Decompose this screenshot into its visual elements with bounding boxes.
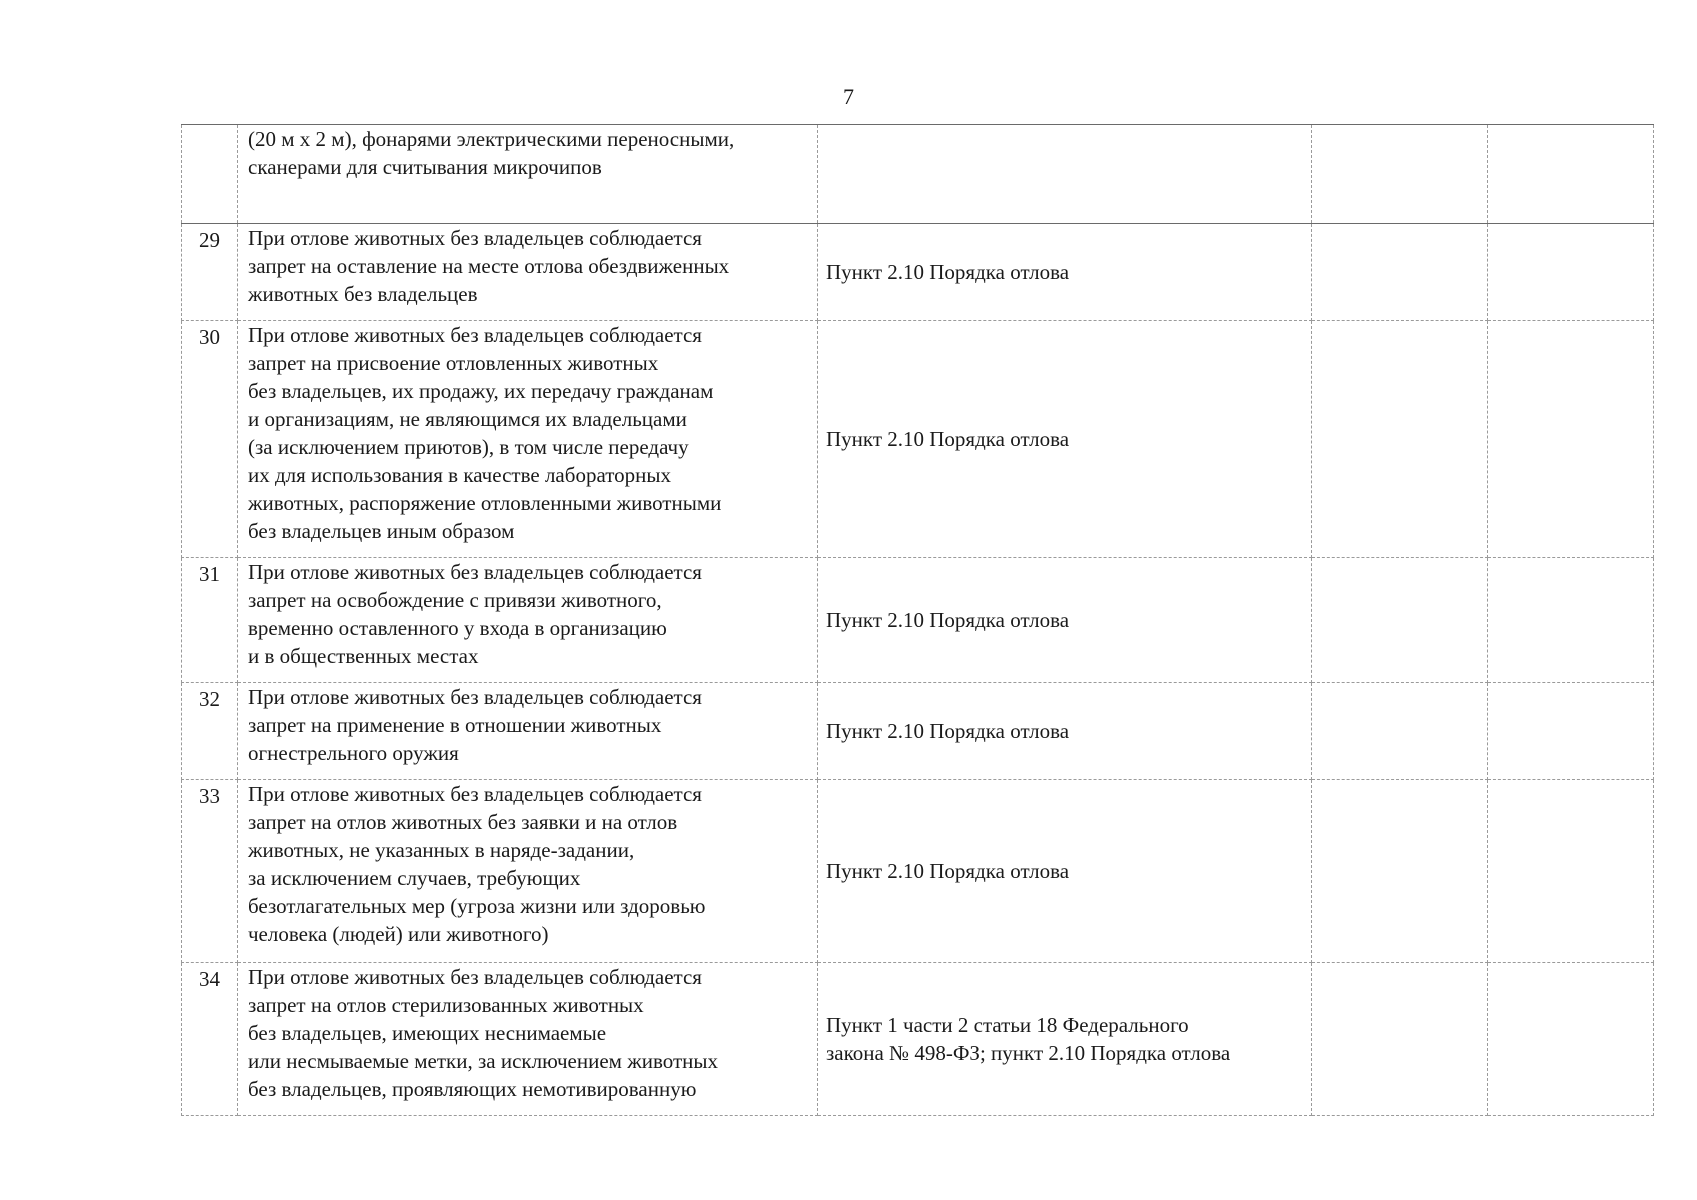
question-cell: При отлове животных без владельцев соблюдается запрет на отлов стерилизованных животных без владельцев, имеющих неснимаемые или несмываемые метки, за исключением животных без владельцев, проявляющих немотивированную	[238, 963, 818, 1116]
note-cell	[1488, 224, 1654, 321]
row-number: 31	[182, 558, 238, 683]
reference-cell: Пункт 1 части 2 статьи 18 Федерального закона № 498-ФЗ; пункт 2.10 Порядка отлова	[818, 963, 1312, 1116]
number-cell	[182, 125, 238, 224]
table-row	[182, 321, 1654, 558]
note-cell	[1488, 780, 1654, 963]
table-row	[182, 683, 1654, 780]
question-cell: При отлове животных без владельцев соблюдается запрет на применение в отношении животных огнестрельного оружия	[238, 683, 818, 780]
answer-cell	[1312, 683, 1488, 780]
answer-cell	[1312, 125, 1488, 224]
question-cell: При отлове животных без владельцев соблюдается запрет на освобождение с привязи животного, временно оставленного у входа в организацию и в общественных местах	[238, 558, 818, 683]
note-cell	[1488, 963, 1654, 1116]
question-cell: При отлове животных без владельцев соблюдается запрет на присвоение отловленных животных без владельцев, их продажу, их передачу гражданам и организациям, не являющимся их владельцами (за исключением приютов), в том числе передачу их для использования в качестве лабораторных животных, распоряжение отловленными животными без владельцев иным образом	[238, 321, 818, 558]
answer-cell	[1312, 321, 1488, 558]
table-row	[182, 558, 1654, 683]
table-row	[182, 224, 1654, 321]
reference-cell: Пункт 2.10 Порядка отлова	[818, 683, 1312, 780]
checklist-table	[181, 124, 1654, 1116]
row-number: 32	[182, 683, 238, 780]
row-number: 29	[182, 224, 238, 321]
page-number: 7	[843, 84, 854, 109]
question-cell: При отлове животных без владельцев соблюдается запрет на оставление на месте отлова обездвиженных животных без владельцев	[238, 224, 818, 321]
question-cell: (20 м х 2 м), фонарями электрическими переносными, сканерами для считывания микрочипов	[238, 125, 818, 224]
row-number: 33	[182, 780, 238, 963]
row-number: 30	[182, 321, 238, 558]
reference-cell: Пункт 2.10 Порядка отлова	[818, 321, 1312, 558]
answer-cell	[1312, 780, 1488, 963]
answer-cell	[1312, 963, 1488, 1116]
reference-cell: Пункт 2.10 Порядка отлова	[818, 780, 1312, 963]
table-row	[182, 963, 1654, 1116]
note-cell	[1488, 321, 1654, 558]
note-cell	[1488, 125, 1654, 224]
reference-cell: Пункт 2.10 Порядка отлова	[818, 224, 1312, 321]
note-cell	[1488, 558, 1654, 683]
note-cell	[1488, 683, 1654, 780]
row-number: 34	[182, 963, 238, 1116]
reference-cell: Пункт 2.10 Порядка отлова	[818, 558, 1312, 683]
table-row-continuation	[182, 125, 1654, 224]
checklist-table-container	[181, 124, 1653, 1116]
reference-cell	[818, 125, 1312, 224]
table-row	[182, 780, 1654, 963]
question-cell: При отлове животных без владельцев соблюдается запрет на отлов животных без заявки и на отлов животных, не указанных в наряде-задании, за исключением случаев, требующих безотлагательных мер (угроза жизни или здоровью человека (людей) или животного)	[238, 780, 818, 963]
answer-cell	[1312, 224, 1488, 321]
answer-cell	[1312, 558, 1488, 683]
